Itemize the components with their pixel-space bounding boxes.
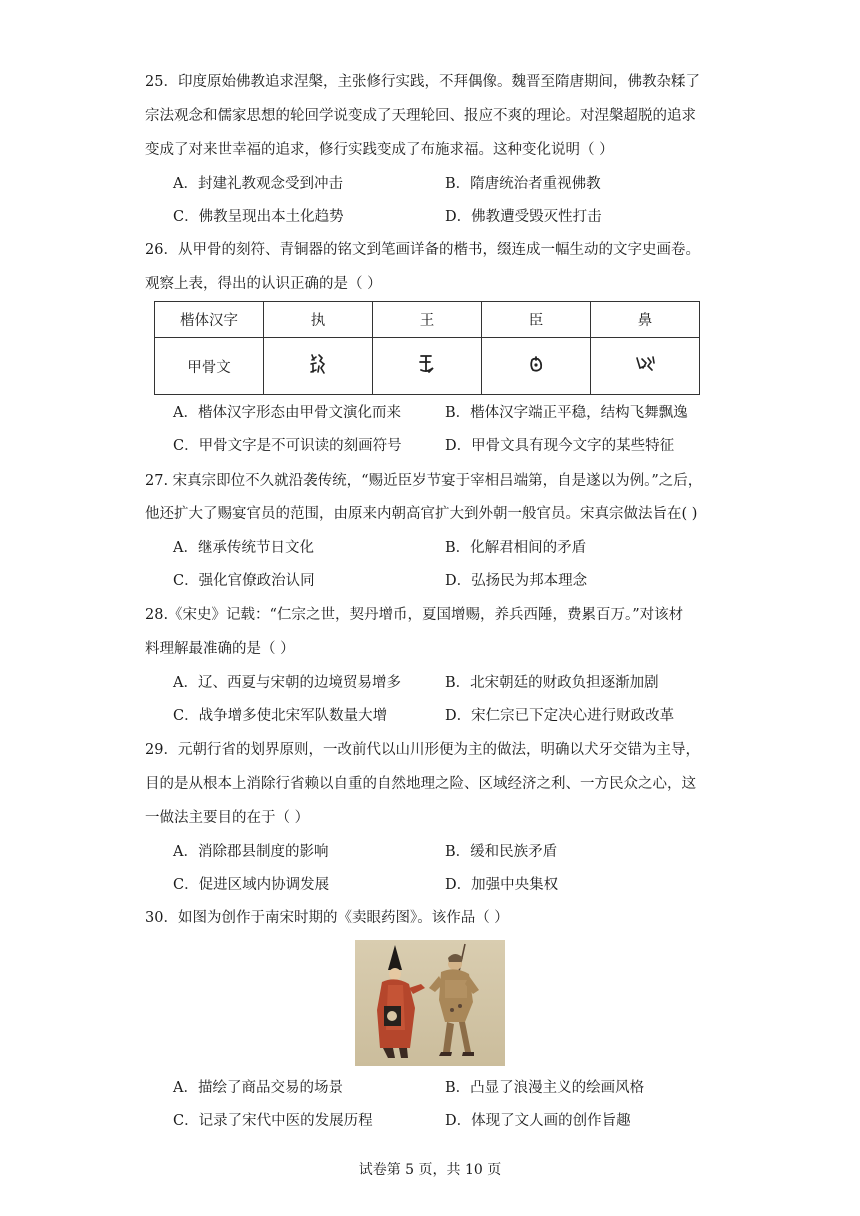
- table-header-regular-script: 楷体汉字: [155, 302, 264, 338]
- q28-option-a[interactable]: A．辽、西夏与宋朝的边境贸易增多: [173, 675, 401, 691]
- q27-option-a[interactable]: A．继承传统节日文化: [173, 540, 314, 556]
- painting-illustration: [355, 940, 505, 1066]
- q27-option-c[interactable]: C．强化官僚政治认同: [173, 573, 315, 589]
- painting-image: [355, 940, 505, 1066]
- oracle-wang-icon: [418, 353, 436, 375]
- q27-stem-line-2: 他还扩大了赐宴官员的范围，由原来内朝高官扩大到外朝一般官员。宋真宗做法旨在( ): [145, 506, 698, 522]
- table-char-bi: 鼻: [591, 302, 700, 338]
- q29-option-a[interactable]: A．消除郡县制度的影响: [173, 844, 329, 860]
- table-char-zhi: 执: [264, 302, 373, 338]
- q26-stem-line-1: 26．从甲骨的刻符、青铜器的铭文到笔画详备的楷书，缀连成一幅生动的文字史画卷。: [145, 242, 700, 258]
- q30-stem-line-1: 30．如图为创作于南宋时期的《卖眼药图》。该作品（ ）: [145, 910, 509, 926]
- oracle-bi-icon: [634, 354, 656, 374]
- q28-option-d[interactable]: D．宋仁宗已下定决心进行财政改革: [445, 708, 675, 724]
- q28-stem-line-1: 28.《宋史》记载：“仁宗之世，契丹增币，夏国增赐，养兵西陲，费累百万。”对该材: [145, 607, 684, 623]
- q27-option-d[interactable]: D．弘扬民为邦本理念: [445, 573, 588, 589]
- q27-option-b[interactable]: B．化解君相间的矛盾: [445, 540, 587, 556]
- q30-option-c[interactable]: C．记录了宋代中医的发展历程: [173, 1113, 373, 1129]
- q25-option-a[interactable]: A．封建礼教观念受到冲击: [173, 176, 343, 192]
- q29-option-d[interactable]: D．加强中央集权: [445, 877, 559, 893]
- oracle-glyph-wang: [373, 338, 482, 395]
- q29-stem-line-1: 29．元朝行省的划界原则，一改前代以山川形便为主的做法，明确以犬牙交错为主导，: [145, 742, 700, 758]
- table-char-wang: 王: [373, 302, 482, 338]
- q26-option-d[interactable]: D．甲骨文具有现今文字的某些特征: [445, 438, 675, 454]
- q29-stem-line-2: 目的是从根本上消除行省赖以自重的自然地理之险、区域经济之利、一方民众之心，这: [145, 776, 696, 792]
- page-footer: 试卷第 5 页，共 10 页: [358, 1162, 502, 1178]
- table-header-oracle-bone: 甲骨文: [155, 338, 264, 395]
- q25-option-c[interactable]: C．佛教呈现出本土化趋势: [173, 209, 344, 225]
- oracle-glyph-chen: [482, 338, 591, 395]
- q28-stem-line-2: 料理解最准确的是（ ）: [145, 641, 295, 657]
- oracle-chen-icon: [528, 354, 544, 374]
- oracle-bone-comparison-table: [154, 301, 700, 395]
- q25-stem-line-1: 25．印度原始佛教追求涅槃，主张修行实践，不拜偶像。魏晋至隋唐期间，佛教杂糅了: [145, 74, 700, 90]
- q30-option-a[interactable]: A．描绘了商品交易的场景: [173, 1080, 343, 1096]
- q28-option-b[interactable]: B．北宋朝廷的财政负担逐渐加剧: [445, 675, 659, 691]
- q25-stem-line-2: 宗法观念和儒家思想的轮回学说变成了天理轮回、报应不爽的理论。对涅槃超脱的追求: [145, 108, 696, 124]
- q29-option-b[interactable]: B．缓和民族矛盾: [445, 844, 558, 860]
- q30-option-b[interactable]: B．凸显了浪漫主义的绘画风格: [445, 1080, 645, 1096]
- q29-option-c[interactable]: C．促进区域内协调发展: [173, 877, 330, 893]
- q25-option-d[interactable]: D．佛教遭受毁灭性打击: [445, 209, 602, 225]
- table-char-chen: 臣: [482, 302, 591, 338]
- q26-option-c[interactable]: C．甲骨文字是不可识读的刻画符号: [173, 438, 402, 454]
- oracle-zhi-icon: [309, 352, 327, 376]
- oracle-glyph-zhi: [264, 338, 373, 395]
- q28-option-c[interactable]: C．战争增多使北宋军队数量大增: [173, 708, 388, 724]
- q30-option-d[interactable]: D．体现了文人画的创作旨趣: [445, 1113, 631, 1129]
- q26-stem-line-2: 观察上表，得出的认识正确的是（ ）: [145, 276, 382, 292]
- q26-option-a[interactable]: A．楷体汉字形态由甲骨文演化而来: [173, 405, 401, 421]
- q26-option-b[interactable]: B．楷体汉字端正平稳，结构飞舞飘逸: [445, 405, 688, 421]
- q25-stem-line-3: 变成了对来世幸福的追求，修行实践变成了布施求福。这种变化说明（ ）: [145, 142, 614, 158]
- q27-stem-line-1: 27. 宋真宗即位不久就沿袭传统，“赐近臣岁节宴于宰相吕端第，自是遂以为例。”之后，: [145, 473, 703, 489]
- q25-option-b[interactable]: B．隋唐统治者重视佛教: [445, 176, 601, 192]
- q29-stem-line-3: 一做法主要目的在于（ ）: [145, 810, 310, 826]
- oracle-glyph-bi: [591, 338, 700, 395]
